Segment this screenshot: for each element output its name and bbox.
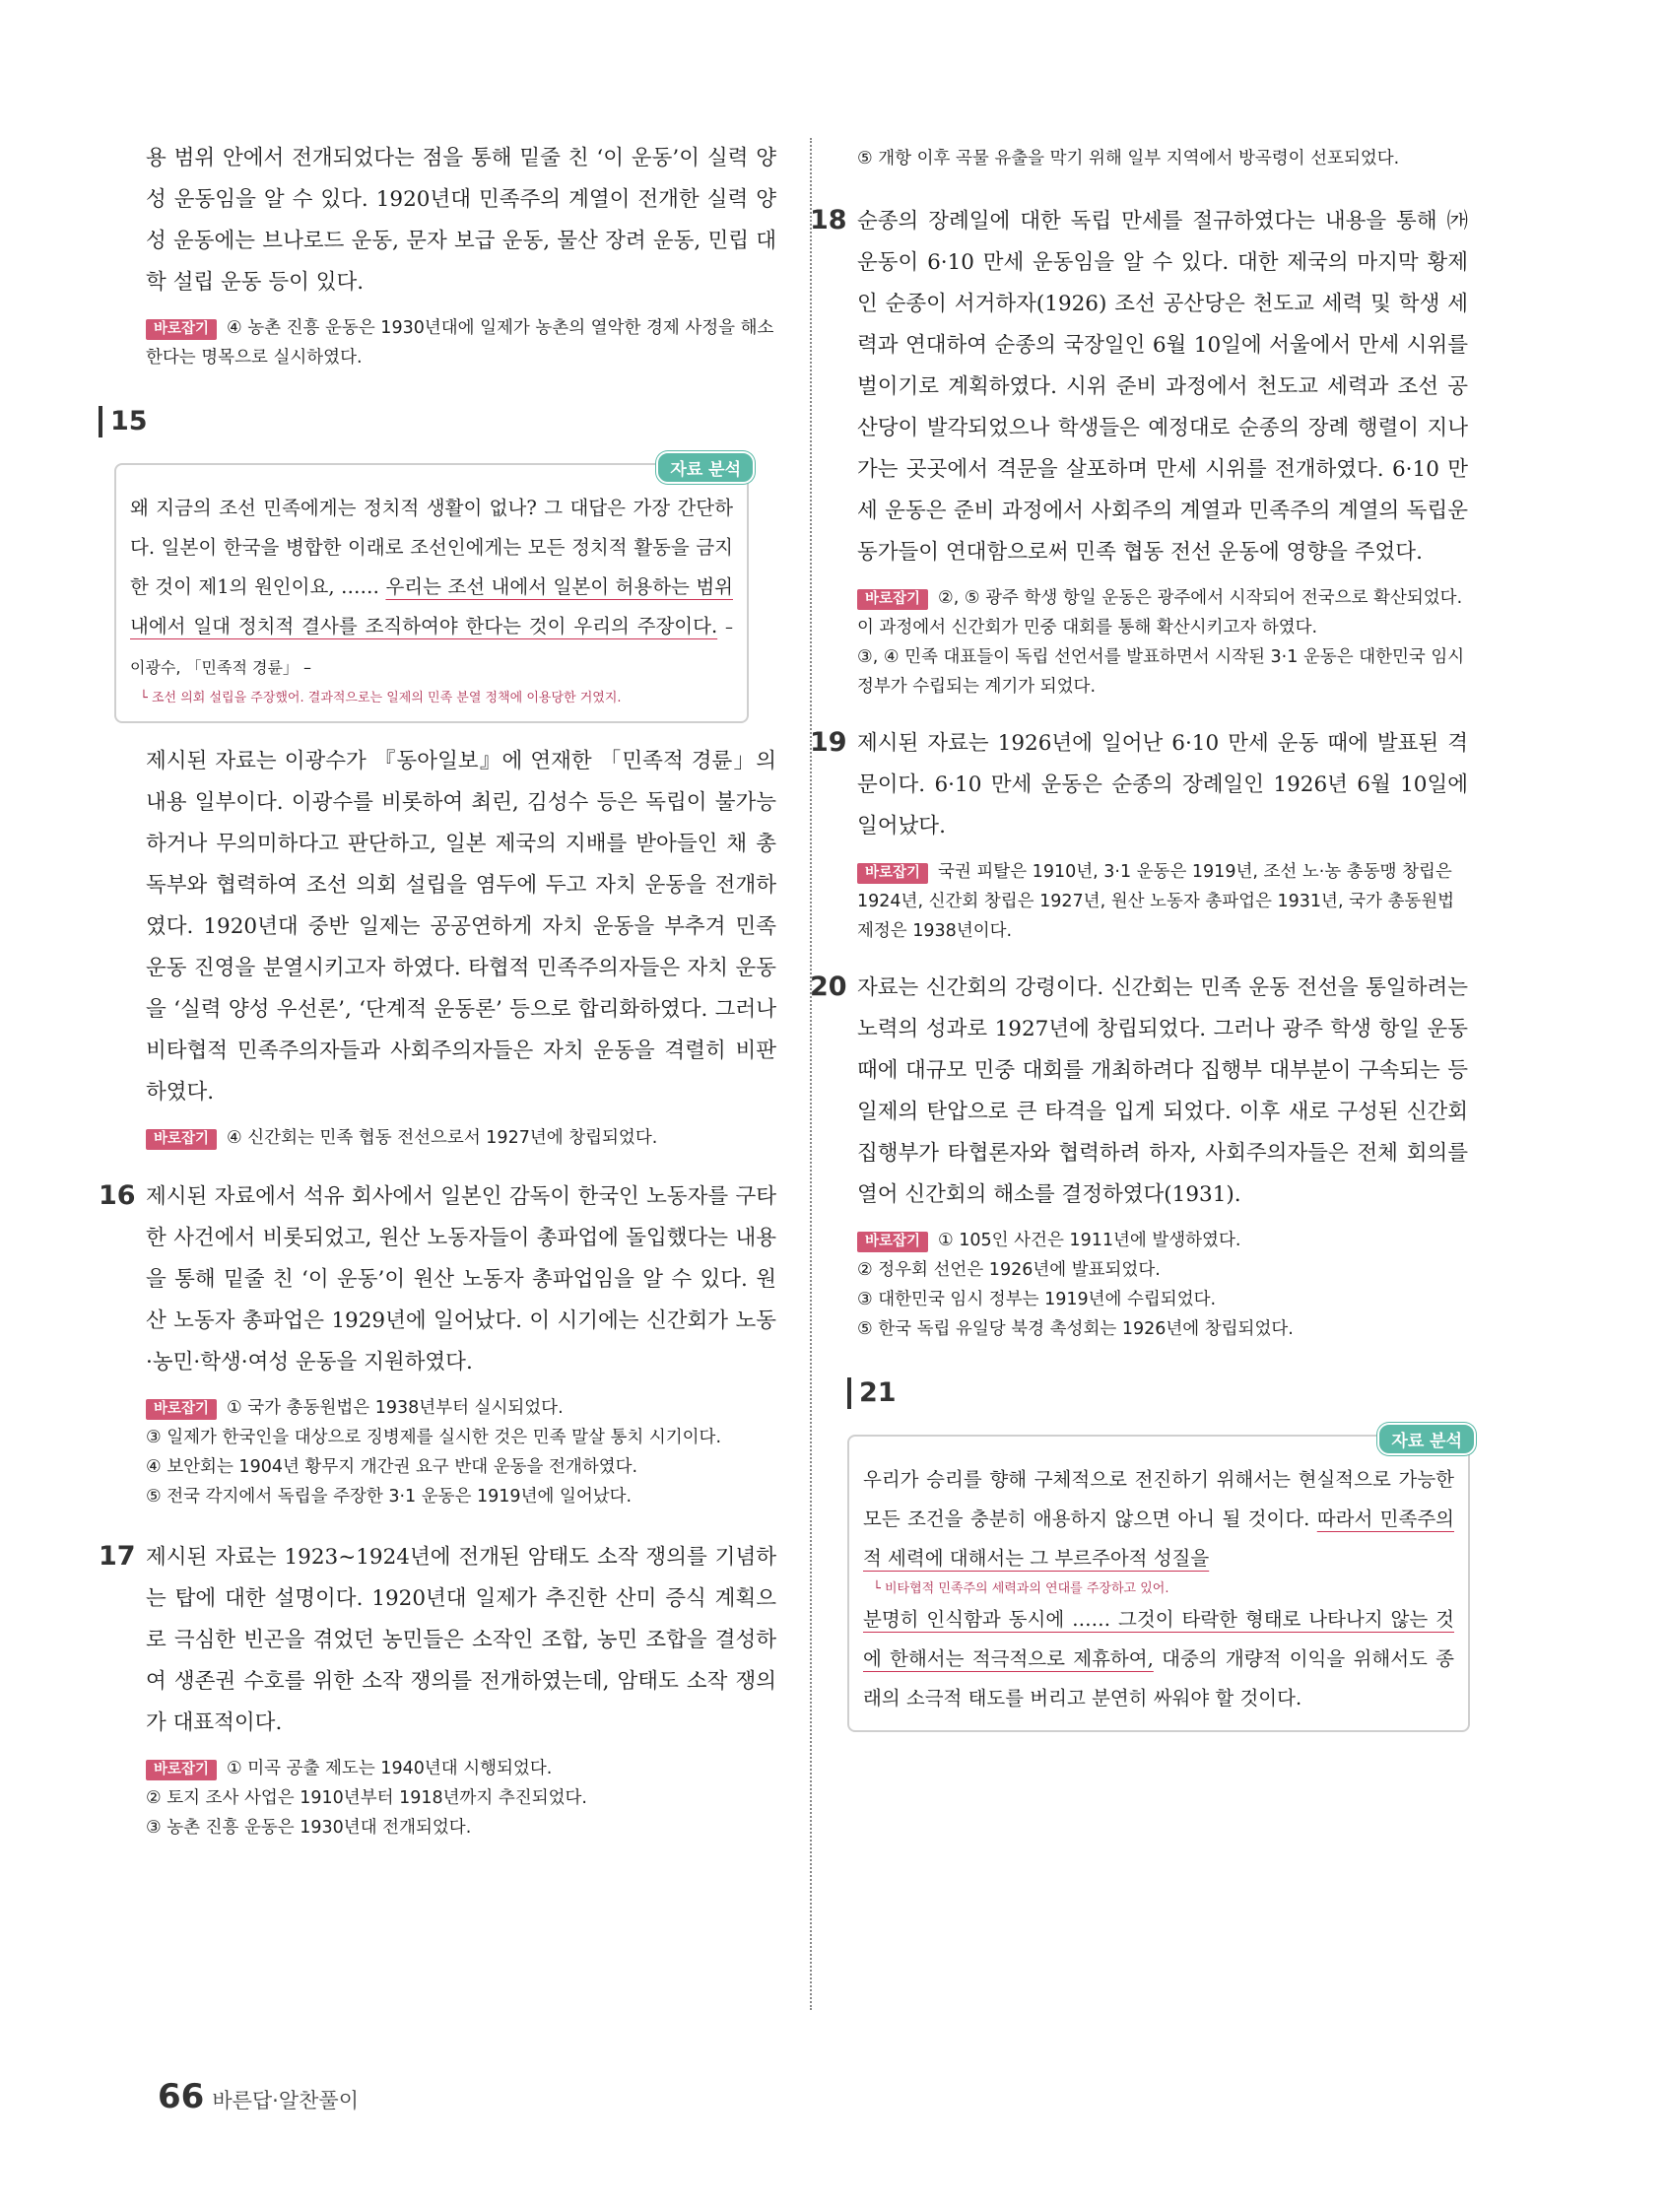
page-number: 66 xyxy=(158,2077,205,2116)
fix-text: ③, ④ 민족 대표들이 독립 선언서를 발표하면서 시작된 3·1 운동은 대한민국 임시 정부가 수립되는 계기가 되었다. xyxy=(857,647,1465,697)
book-title: 바른답·알찬풀이 xyxy=(212,2089,360,2112)
fix-text: ② 정우회 선언은 1926년에 발표되었다. xyxy=(857,1260,1161,1280)
source-text xyxy=(130,489,733,688)
question-number: 20 xyxy=(810,972,847,1002)
question-number: 17 xyxy=(99,1541,136,1572)
source-plain: 왜 지금의 조선 민족에게는 정치적 생활이 없나? 그 대답은 가장 간단하다. 일본이 한국을 병합한 이래로 조선인에게는 모든 정치적 활동을 금지한 것이 제1의 원인이요, …… xyxy=(130,497,733,598)
fix-text: ③ 일제가 한국인을 대상으로 징병제를 실시한 것은 민족 말살 통치 시기이다. xyxy=(146,1428,722,1447)
question-17 xyxy=(99,1537,776,1843)
q15-explanation: 제시된 자료는 이광수가 『동아일보』에 연재한 「민족적 경륜」의 내용 일부이다. 이광수를 비롯하여 최린, 김성수 등은 독립이 불가능하거나 무의미하다고 판단하고, 일본 제국의 지배를 받아들인 채 총독부와 협력하여 조선 의회 설립을 염두에 두고 자치 운동을 전개하였다. 1920년대 중반 일제는 공공연하게 자치 운동을 부추겨 민족 운동 진영을 분열시키고자 하였다. 타협적 민족주의자들은 자치 운동을 ‘실력 양성 우선론’, ‘단계적 운동론’ 등으로 합리화하였다. 그러나 비타협적 민족주의자들과 사회주의자들은 자치 운동을 격렬히 비판하였다. xyxy=(146,749,776,1105)
fix-text: ④ 보안회는 1904년 황무지 개간권 요구 반대 운동을 전개하였다. xyxy=(146,1457,638,1477)
q15-fix xyxy=(146,1123,776,1153)
q16-fix xyxy=(146,1393,776,1511)
source-underlined: 따라서 민족주의적 세력에 대해서는 그 부르주아적 성질을 xyxy=(863,1508,1454,1570)
source-tag: 자료 분석 xyxy=(1377,1423,1476,1455)
source-text-part2 xyxy=(863,1600,1454,1718)
q19-explanation: 제시된 자료는 1926년에 일어난 6·10 만세 운동 때에 발표된 격문이다. 6·10 만세 운동은 순종의 장례일인 1926년 6월 10일에 일어났다. xyxy=(857,731,1468,838)
q20-explanation: 자료는 신간회의 강령이다. 신간회는 민족 운동 전선을 통일하려는 노력의 성과로 1927년에 창립되었다. 그러나 광주 학생 항일 운동 때에 대규모 민중 대회를 개최하려다 집행부 대부분이 구속되는 등 일제의 탄압으로 큰 타격을 입게 되었다. 이후 새로 구성된 신간회 집행부가 타협론자와 협력하려 하자, 사회주의자들은 전체 회의를 열어 신간회의 해소를 결정하였다(1931). xyxy=(857,975,1468,1207)
question-16 xyxy=(99,1176,776,1511)
question-20 xyxy=(810,968,1468,1344)
right-column xyxy=(810,138,1468,1732)
fix-badge: 바로잡기 xyxy=(857,863,928,884)
fix-badge: 바로잡기 xyxy=(857,1232,928,1252)
fix-text: ① 미곡 공출 제도는 1940년대 시행되었다. xyxy=(227,1759,553,1778)
fix-badge: 바로잡기 xyxy=(146,1399,217,1420)
source-cite: – 이광수, 「민족적 경륜」 – xyxy=(130,618,733,677)
source-plain: 우리가 승리를 향해 구체적으로 전진하기 위해서는 현실적으로 가능한 모든 조건을 충분히 애용하지 않으면 아니 될 것이다. xyxy=(863,1468,1454,1530)
question-number: 16 xyxy=(99,1180,136,1211)
fix-badge: 바로잡기 xyxy=(146,319,217,340)
fix-text: ⑤ 한국 독립 유일당 북경 촉성회는 1926년에 창립되었다. xyxy=(857,1319,1294,1339)
page-footer xyxy=(158,2077,359,2116)
source-underlined: 우리는 조선 내에서 일본이 허용하는 범위 내에서 일대 정치적 결사를 조직하여야 한다는 것이 우리의 주장이다. xyxy=(130,575,733,637)
question-21-number: 21 xyxy=(847,1377,1468,1409)
source-box-21 xyxy=(847,1432,1470,1732)
source-box-15 xyxy=(114,460,749,723)
q19-fix xyxy=(857,857,1468,946)
top-fix-continued: ⑤ 개항 이후 곡물 유출을 막기 위해 일부 지역에서 방곡령이 선포되었다. xyxy=(857,149,1400,168)
q18-fix xyxy=(857,583,1468,702)
source-plain: 대중의 개량적 이익을 위해서도 종래의 소극적 태도를 버리고 분연히 싸워야 할 것이다. xyxy=(863,1647,1455,1709)
source-text-part1 xyxy=(863,1460,1454,1578)
fix-text: ① 105인 사건은 1911년에 발생하였다. xyxy=(938,1231,1241,1250)
source-underlined: 분명히 인식함과 동시에 …… 그것이 타락한 형태로 나타나지 않는 것에 한해서는 적극적으로 제휴하여, xyxy=(863,1608,1454,1670)
fix-text: ③ 대한민국 임시 정부는 1919년에 수립되었다. xyxy=(857,1290,1217,1309)
question-number: 19 xyxy=(810,727,847,758)
source-tag: 자료 분석 xyxy=(656,451,755,484)
intro-text: 용 범위 안에서 전개되었다는 점을 통해 밑줄 친 ‘이 운동’이 실력 양성 운동임을 알 수 있다. 1920년대 민족주의 계열이 전개한 실력 양성 운동에는 브나로드 운동, 문자 보급 운동, 물산 장려 운동, 민립 대학 설립 운동 등이 있다. xyxy=(146,146,776,295)
annotation-note: └ 비타협적 민족주의 세력과의 연대를 주장하고 있어. xyxy=(873,1581,1169,1596)
fix-badge: 바로잡기 xyxy=(146,1760,217,1780)
question-number: 18 xyxy=(810,205,847,235)
q18-explanation: 순종의 장례일에 대한 독립 만세를 절규하였다는 내용을 통해 ㈎ 운동이 6·10 만세 운동임을 알 수 있다. 대한 제국의 마지막 황제인 순종이 서거하자(1926) 조선 공산당은 천도교 세력 및 학생 세력과 연대하여 순종의 국장일인 6월 10일에 서울에서 만세 시위를 벌이기로 계획하였다. 시위 준비 과정에서 천도교 세력과 조선 공산당이 발각되었으나 학생들은 예정대로 순종의 장례 행렬이 지나가는 곳곳에서 격문을 살포하며 만세 시위를 전개하였다. 6·10 만세 운동은 준비 과정에서 사회주의 계열과 민족주의 계열의 독립운동가들이 연대함으로써 민족 협동 전선 운동에 영향을 주었다. xyxy=(857,209,1468,565)
fix-text: ② 토지 조사 사업은 1910년부터 1918년까지 추진되었다. xyxy=(146,1788,587,1808)
fix-text: 국권 피탈은 1910년, 3·1 운동은 1919년, 조선 노·농 총동맹 창립은 1924년, 신간회 창립은 1927년, 원산 노동자 총파업은 1931년, 국가 총동원법 제정은 1938년이다. xyxy=(857,862,1455,941)
fix-text: ④ 신간회는 민족 협동 전선으로서 1927년에 창립되었다. xyxy=(227,1128,658,1148)
intro-fix xyxy=(146,313,776,372)
column-divider xyxy=(810,138,812,2010)
fix-text: ③ 농촌 진흥 운동은 1930년대 전개되었다. xyxy=(146,1818,472,1838)
fix-text: ① 국가 총동원법은 1938년부터 실시되었다. xyxy=(227,1398,564,1418)
fix-text: ⑤ 전국 각지에서 독립을 주장한 3·1 운동은 1919년에 일어났다. xyxy=(146,1487,633,1507)
fix-text: ④ 농촌 진흥 운동은 1930년대에 일제가 농촌의 열악한 경제 사정을 해소한다는 명목으로 실시하였다. xyxy=(146,318,774,368)
q16-explanation: 제시된 자료에서 석유 회사에서 일본인 감독이 한국인 노동자를 구타한 사건에서 비롯되었고, 원산 노동자들이 총파업에 돌입했다는 내용을 통해 밑줄 친 ‘이 운동’이 원산 노동자 총파업임을 알 수 있다. 원산 노동자 총파업은 1929년에 일어났다. 이 시기에는 신간회가 노동·농민·학생·여성 운동을 지원하였다. xyxy=(146,1184,776,1374)
annotation-note: └ 조선 의회 설립을 주장했어. 결과적으로는 일제의 민족 분열 정책에 이용당한 거였지. xyxy=(140,691,622,705)
fix-badge: 바로잡기 xyxy=(857,589,928,610)
q20-fix xyxy=(857,1226,1468,1344)
question-15-number: 15 xyxy=(99,406,776,437)
q17-explanation: 제시된 자료는 1923~1924년에 전개된 암태도 소작 쟁의를 기념하는 탑에 대한 설명이다. 1920년대 일제가 추진한 산미 증식 계획으로 극심한 빈곤을 겪었던 농민들은 소작인 조합, 농민 조합을 결성하여 생존권 수호를 위한 소작 쟁의를 전개하였는데, 암태도 소작 쟁의가 대표적이다. xyxy=(146,1545,776,1735)
q17-fix xyxy=(146,1754,776,1843)
question-18 xyxy=(810,201,1468,702)
left-column xyxy=(99,138,776,1843)
fix-badge: 바로잡기 xyxy=(146,1129,217,1150)
question-19 xyxy=(810,723,1468,946)
fix-text: ②, ⑤ 광주 학생 항일 운동은 광주에서 시작되어 전국으로 확산되었다. 이 과정에서 신간회가 민중 대회를 통해 확산시키고자 하였다. xyxy=(857,588,1463,637)
